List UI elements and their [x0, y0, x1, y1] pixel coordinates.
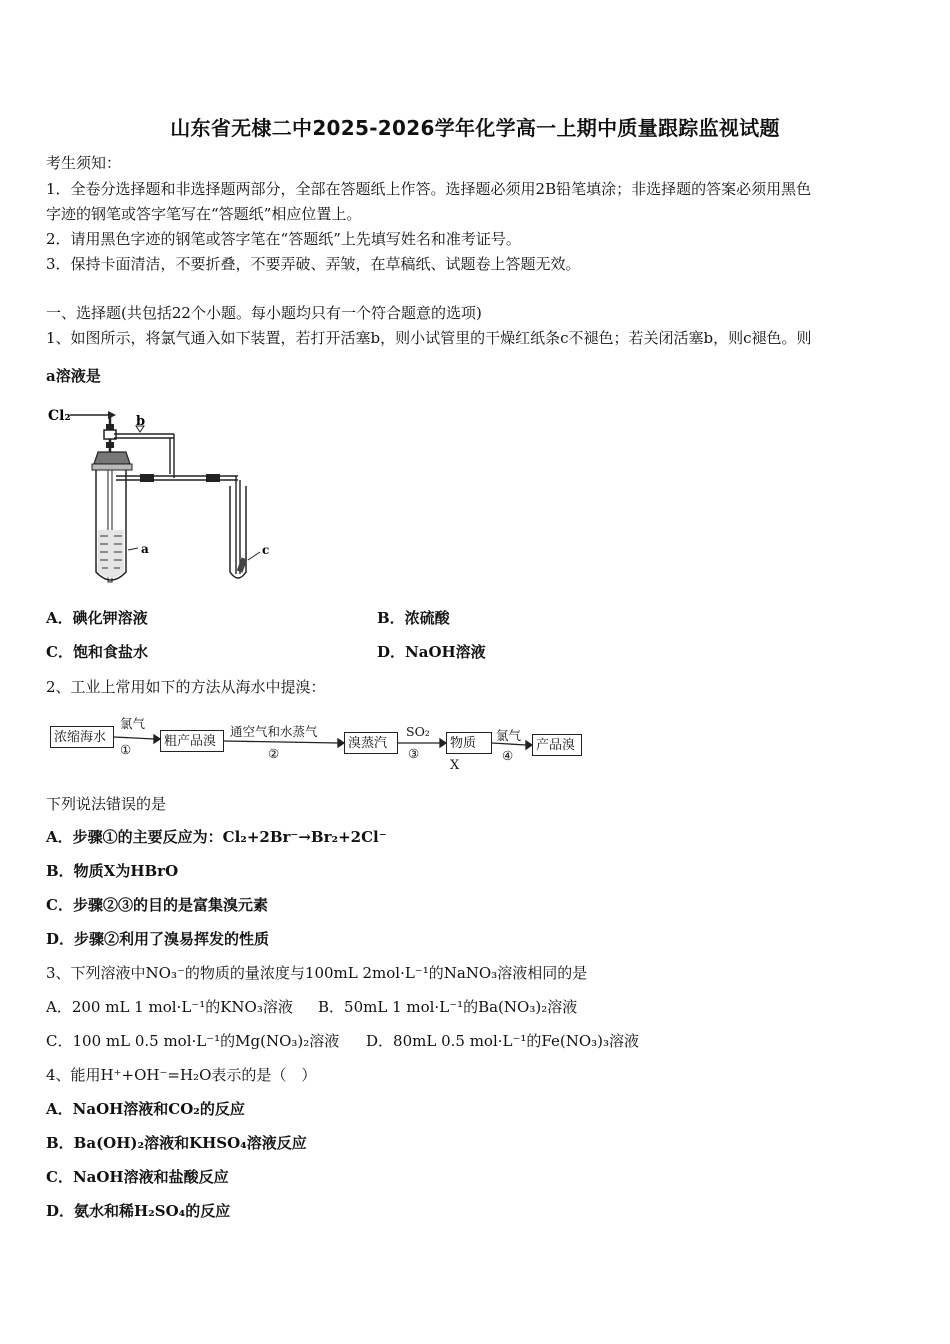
q2-sub: 下列说法错误的是: [46, 795, 167, 813]
q2-option-c: C．步骤②③的目的是富集溴元素: [46, 896, 268, 914]
q1-stem-line1: 1、如图所示，将氯气通入如下装置，若打开活塞b，则小试管里的干燥红纸条c不褪色；若关闭活塞b，则c褪色。则: [46, 329, 812, 347]
flow-step-3: ③: [408, 746, 420, 761]
flow-arrow-2-label: 通空气和水蒸气: [230, 724, 318, 739]
q4-option-a: A．NaOH溶液和CO₂的反应: [46, 1100, 245, 1118]
q2-option-b: B．物质X为HBrO: [46, 862, 179, 880]
flow-arrows: [46, 716, 586, 766]
flow-step-1: ①: [120, 742, 132, 757]
fig-label-cl2: Cl₂: [48, 408, 71, 424]
flow-box-4: 物质 X: [446, 732, 492, 754]
q2-option-d: D．步骤②利用了溴易挥发的性质: [46, 930, 270, 948]
q3-option-c: C．100 mL 0.5 mol·L⁻¹的Mg(NO₃)₂溶液: [46, 1032, 340, 1050]
q1-option-d: D．NaOH溶液: [377, 643, 486, 661]
flow-arrow-3-label: SO₂: [406, 724, 430, 739]
q3-option-a: A．200 mL 1 mol·L⁻¹的KNO₃溶液: [46, 998, 293, 1016]
q1-option-b: B．浓硫酸: [377, 609, 450, 627]
notice-item-1a: 1．全卷分选择题和非选择题两部分，全部在答题纸上作答。选择题必须用2B铅笔填涂；非选择题的答案必须用黑色: [46, 180, 812, 198]
notice-heading: 考生须知：: [46, 154, 122, 172]
flow-arrow-4-label: 氯气: [496, 728, 522, 743]
q4-option-b: B．Ba(OH)₂溶液和KHSO₄溶液反应: [46, 1134, 307, 1152]
flow-box-1: 浓缩海水: [50, 726, 114, 748]
section-heading: 一、选择题(共包括22个小题。每小题均只有一个符合题意的选项): [46, 304, 482, 322]
fig-label-c: c: [262, 543, 270, 557]
flow-step-2: ②: [268, 746, 280, 761]
q2-option-a: A．步骤①的主要反应为：Cl₂+2Br⁻→Br₂+2Cl⁻: [46, 828, 387, 846]
flow-step-4: ④: [502, 748, 514, 763]
q1-apparatus-figure: [46, 400, 276, 590]
fig-label-b: b: [136, 414, 146, 429]
page-title: 山东省无棣二中2025-2026学年化学高一上期中质量跟踪监视试题: [170, 116, 780, 140]
flow-box-5: 产品溴: [532, 734, 582, 756]
notice-item-3: 3．保持卡面清洁，不要折叠，不要弄破、弄皱，在草稿纸、试题卷上答题无效。: [46, 255, 581, 273]
q2-flow-diagram: [46, 716, 586, 773]
q4-option-d: D．氨水和稀H₂SO₄的反应: [46, 1202, 231, 1220]
flow-box-3: 溴蒸汽: [344, 732, 398, 754]
q1-stem-line2: a溶液是: [46, 367, 101, 385]
flow-box-2: 粗产品溴: [160, 730, 224, 752]
q2-stem: 2、工业上常用如下的方法从海水中提溴：: [46, 678, 326, 696]
q4-option-c: C．NaOH溶液和盐酸反应: [46, 1168, 229, 1186]
flow-arrow-1-label: 氯气: [120, 716, 146, 731]
q1-option-c: C．饱和食盐水: [46, 643, 148, 661]
q4-stem: 4、能用H⁺+OH⁻=H₂O表示的是（ ）: [46, 1066, 317, 1084]
notice-item-2: 2．请用黑色字迹的钢笔或答字笔在“答题纸”上先填写姓名和准考证号。: [46, 230, 521, 248]
q3-stem: 3、下列溶液中NO₃⁻的物质的量浓度与100mL 2mol·L⁻¹的NaNO₃溶液相同的是: [46, 964, 588, 982]
q1-option-a: A．碘化钾溶液: [46, 609, 148, 627]
q3-option-b: B．50mL 1 mol·L⁻¹的Ba(NO₃)₂溶液: [318, 998, 578, 1016]
notice-item-1b: 字迹的钢笔或答字笔写在“答题纸”相应位置上。: [46, 205, 362, 223]
q3-option-d: D．80mL 0.5 mol·L⁻¹的Fe(NO₃)₃溶液: [366, 1032, 640, 1050]
fig-label-a: a: [141, 542, 149, 556]
